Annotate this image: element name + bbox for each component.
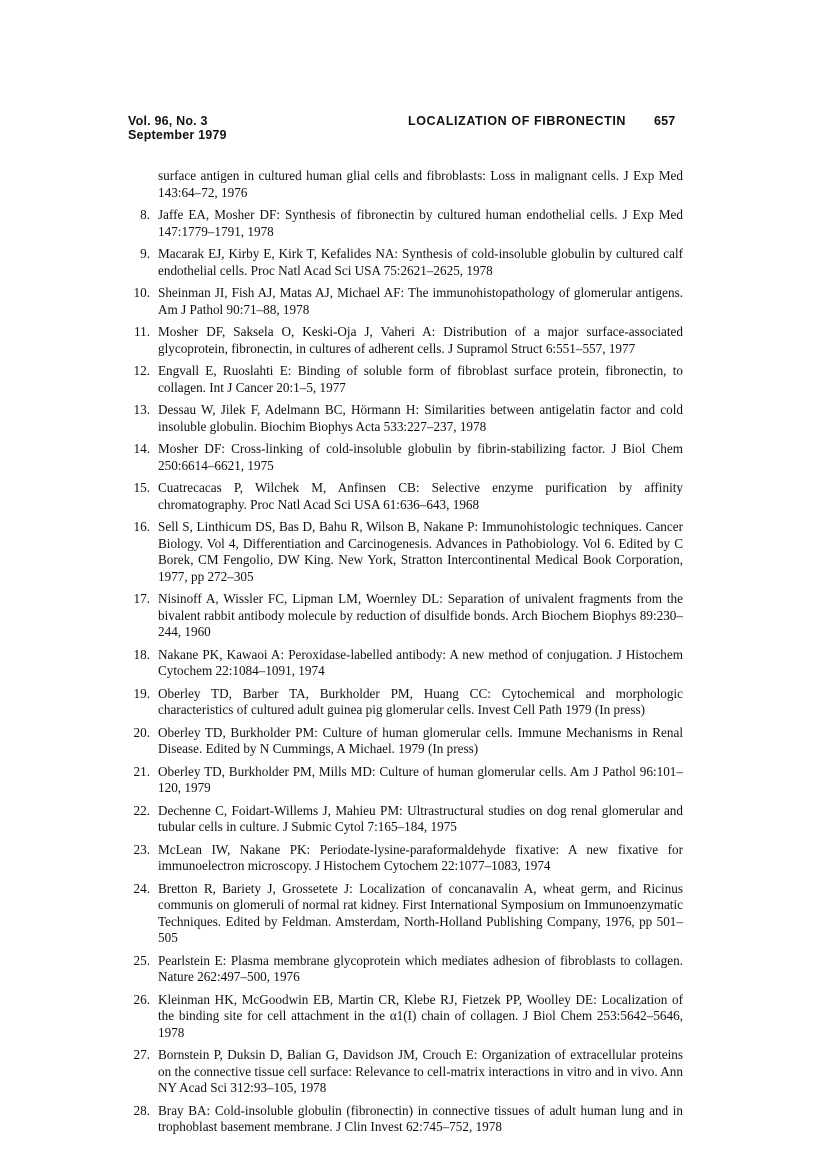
reference-number: 16 . [128, 519, 150, 536]
issue-date: September 1979 [128, 128, 227, 142]
reference-number: 10 . [128, 285, 150, 302]
reference-number: 25 . [128, 953, 150, 970]
reference-text: McLean IW, Nakane PK: Periodate-lysine-paraformaldehyde fixative: A new fixative for immunoelectron microscopy. J Histochem Cytochem 22:1077–1083, 1974 [158, 841, 683, 873]
reference-number: 20 . [128, 725, 150, 742]
reference-text: Bornstein P, Duksin D, Balian G, Davidson JM, Crouch E: Organization of extracellular proteins on the connective tissue cell surface: Relevance to cell-matrix interactions in vitro and in vivo. Ann NY Acad Sci 312:93–105, 1978 [158, 1047, 683, 1095]
reference-text: Oberley TD, Barber TA, Burkholder PM, Huang CC: Cytochemical and morphologic characteristics of cultured adult guinea pig glomerular cells. Invest Cell Path 1979 (In press) [158, 685, 683, 717]
reference-number: 21 . [128, 764, 150, 781]
running-title: LOCALIZATION OF FIBRONECTIN [408, 114, 627, 128]
reference-entry [128, 992, 683, 1042]
reference-number: 23 . [128, 842, 150, 859]
reference-number: 9 . [128, 246, 150, 263]
reference-text: Dessau W, Jilek F, Adelmann BC, Hörmann H: Similarities between antigelatin factor and cold insoluble globulin. Biochim Biophys Acta 533:227–237, 1978 [158, 402, 683, 434]
reference-text: Oberley TD, Burkholder PM: Culture of human glomerular cells. Immune Mechanisms in Renal Disease. Edited by N Cummings, A Michael. 1979 (In press) [158, 724, 683, 756]
reference-number: 15 . [128, 480, 150, 497]
reference-number: 11 . [128, 324, 150, 341]
reference-entry [128, 803, 683, 836]
reference-entry [128, 725, 683, 758]
reference-text: Kleinman HK, McGoodwin EB, Martin CR, Klebe RJ, Fietzek PP, Woolley DE: Localization of the binding site for cell attachment in the α1(I) chain of collagen. J Biol Chem 253:5642–5646, 1978 [158, 991, 683, 1040]
reference-text: Dechenne C, Foidart-Willems J, Mahieu PM: Ultrastructural studies on dog renal glomerular and tubular cells in culture. J Submic Cytol 7:165–184, 1975 [158, 802, 683, 834]
page-number: 657 [654, 114, 676, 128]
reference-entry [128, 285, 683, 318]
reference-number: 13 . [128, 402, 150, 419]
reference-number: 26 . [128, 992, 150, 1009]
reference-text: Cuatrecacas P, Wilchek M, Anfinsen CB: Selective enzyme purification by affinity chromatography. Proc Natl Acad Sci USA 61:636–643, 1968 [158, 480, 683, 512]
reference-number: 19 . [128, 686, 150, 703]
reference-text: Sell S, Linthicum DS, Bas D, Bahu R, Wilson B, Nakane P: Immunohistologic techniques. Cancer Biology. Vol 4, Differentiation and Carcinogenesis. Advances in Pathobiology. Vol 6. Edited by C Borek, CM Fengolio, DW King. New York, Stratton Intercontinental Medical Book Corporation, 1977, pp 272–305 [158, 519, 683, 584]
reference-entries [128, 207, 683, 1136]
reference-entry [128, 1103, 683, 1136]
reference-number: 12 . [128, 363, 150, 380]
reference-entry [128, 1047, 683, 1097]
reference-entry [128, 363, 683, 396]
reference-list [128, 168, 683, 1142]
reference-text: Nisinoff A, Wissler FC, Lipman LM, Woernley DL: Separation of univalent fragments from the bivalent rabbit antibody molecule by reduction of disulfide bonds. Arch Biochem Biophys 89:230–244, 1960 [158, 591, 683, 639]
reference-entry [128, 842, 683, 875]
reference-text: Sheinman JI, Fish AJ, Matas AJ, Michael AF: The immunohistopathology of glomerular antigens. Am J Pathol 90:71–88, 1978 [158, 285, 683, 317]
reference-entry [128, 402, 683, 435]
reference-entry [128, 519, 683, 585]
reference-text: Mosher DF: Cross-linking of cold-insoluble globulin by fibrin-stabilizing factor. J Biol Chem 250:6614–6621, 1975 [158, 441, 683, 473]
continued-reference: surface antigen in cultured human glial cells and fibroblasts: Loss in malignant cells. J Exp Med 143:64–72, 1976 [158, 168, 683, 200]
reference-number: 14 . [128, 441, 150, 458]
volume-number: Vol. 96, No. 3 [128, 114, 208, 128]
reference-text: Jaffe EA, Mosher DF: Synthesis of fibronectin by cultured human endothelial cells. J Exp Med 147:1779–1791, 1978 [158, 207, 683, 239]
reference-number: 28 . [128, 1103, 150, 1120]
reference-entry [128, 480, 683, 513]
reference-number: 24 . [128, 881, 150, 898]
reference-number: 18 . [128, 647, 150, 664]
reference-number: 27 . [128, 1047, 150, 1064]
reference-number: 22 . [128, 803, 150, 820]
reference-text: Oberley TD, Burkholder PM, Mills MD: Culture of human glomerular cells. Am J Pathol 96:101–120, 1979 [158, 763, 683, 795]
reference-entry [128, 686, 683, 719]
reference-entry [128, 647, 683, 680]
reference-text: Nakane PK, Kawaoi A: Peroxidase-labelled antibody: A new method of conjugation. J Histochem Cytochem 22:1084–1091, 1974 [158, 646, 683, 678]
reference-entry [128, 881, 683, 947]
reference-text: Pearlstein E: Plasma membrane glycoprotein which mediates adhesion of fibroblasts to collagen. Nature 262:497–500, 1976 [158, 952, 683, 984]
reference-text: Bretton R, Bariety J, Grossetete J: Localization of concanavalin A, wheat germ, and Ricinus communis on glomeruli of normal rat kidney. First International Symposium on Immunoenzymatic Techniques. Edited by Feldman. Amsterdam, North-Holland Publishing Company, 1976, pp 501–505 [158, 880, 683, 945]
reference-entry [128, 441, 683, 474]
reference-entry [128, 324, 683, 357]
reference-entry [128, 591, 683, 641]
reference-number: 17 . [128, 591, 150, 608]
reference-text: Bray BA: Cold-insoluble globulin (fibronectin) in connective tissues of adult human lung and in trophoblast basement membrane. J Clin Invest 62:745–752, 1978 [158, 1102, 683, 1134]
reference-text: Macarak EJ, Kirby E, Kirk T, Kefalides NA: Synthesis of cold-insoluble globulin by cultured calf endothelial cells. Proc Natl Acad Sci USA 75:2621–2625, 1978 [158, 246, 683, 278]
reference-text: Engvall E, Ruoslahti E: Binding of soluble form of fibroblast surface protein, fibronectin, to collagen. Int J Cancer 20:1–5, 1977 [158, 363, 683, 395]
reference-entry [128, 764, 683, 797]
reference-entry [128, 207, 683, 240]
reference-entry [128, 246, 683, 279]
reference-number: 8 . [128, 207, 150, 224]
volume-issue-block [128, 114, 227, 142]
reference-text: Mosher DF, Saksela O, Keski-Oja J, Vaheri A: Distribution of a major surface-associated glycoprotein, fibronectin, in cultures of adherent cells. J Supramol Struct 6:551–557, 1977 [158, 324, 683, 356]
reference-entry [128, 953, 683, 986]
